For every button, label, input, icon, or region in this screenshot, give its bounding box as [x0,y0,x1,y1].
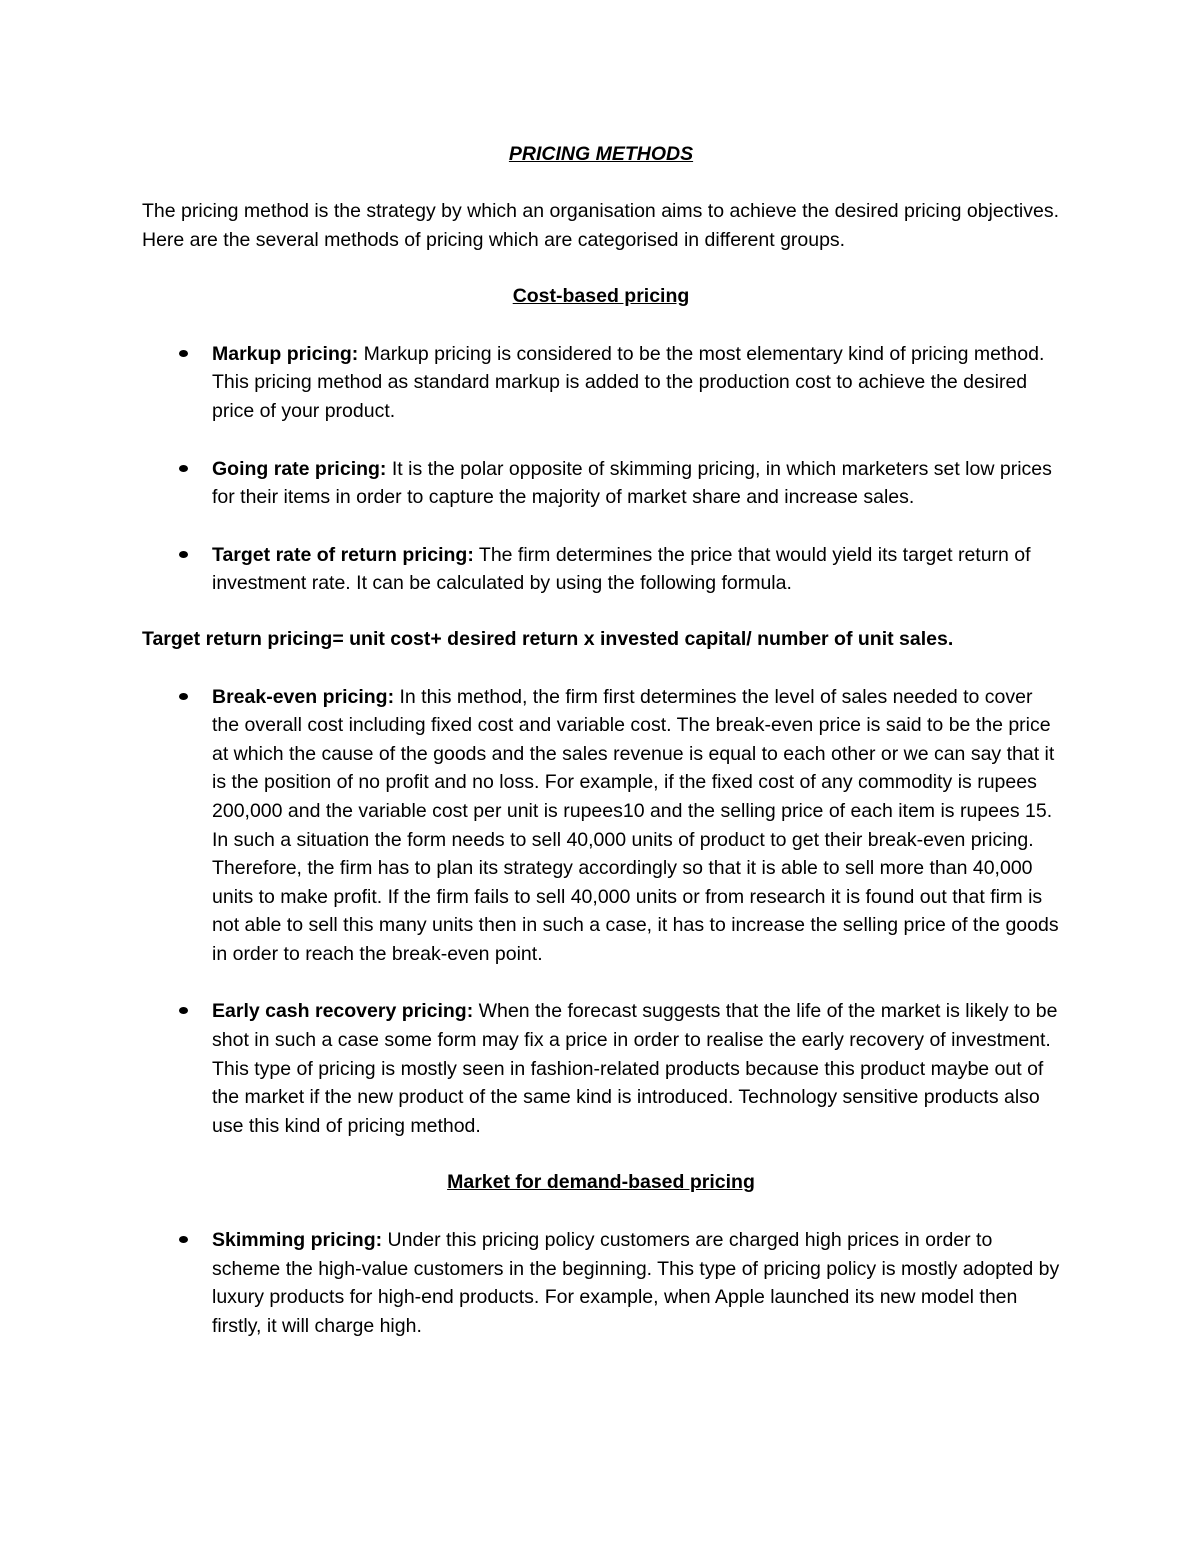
method-term: Markup pricing: [212,342,359,365]
bullet-icon [179,350,188,357]
method-term: Target rate of return pricing: [212,543,474,566]
method-term: Break-even pricing: [212,685,395,708]
cost-based-list-continued [142,683,1060,1141]
bullet-icon [179,551,188,558]
target-return-formula: Target return pricing= unit cost+ desired return x invested capital/ number of unit sales. [142,627,954,650]
list-item-skimming-pricing [142,1226,1060,1340]
bullet-icon [179,693,188,700]
section-heading-demand-based: Market for demand-based pricing [447,1171,755,1194]
list-item-early-cash-recovery-pricing [142,997,1060,1140]
section-heading-cost-based: Cost-based pricing [512,285,690,308]
list-item-target-rate-of-return-pricing [142,541,1060,598]
method-description: When the forecast suggests that the life of the market is likely to be shot in such a case some form may fix a price in order to realise the early recovery of investment. This type of pricing is mostly seen in fashion-related products because this product maybe out of the market if the new product of the same kind is introduced. Technology sensitive products also use this kind of pricing method. [212,1000,1058,1137]
method-term: Going rate pricing: [212,457,387,480]
intro-paragraph: The pricing method is the strategy by which an organisation aims to achieve the desired pricing objectives. Here are the several methods of pricing which are categorised in different groups. [142,200,1059,251]
method-description: The firm determines the price that would yield its target return of investment rate. It can be calculated by using the following formula. [212,543,1031,595]
document-page [142,140,1060,1340]
list-item-going-rate-pricing [142,455,1060,512]
method-term: Skimming pricing: [212,1229,383,1252]
list-item-break-even-pricing [142,683,1060,969]
method-description: In this method, the firm first determines the level of sales needed to cover the overall cost including fixed cost and variable cost. The break-even price is said to be the price at which the cause of the goods and the sales revenue is equal to each other or we can say that it is the position of no profit and no loss. For example, if the fixed cost of any commodity is rupees 200,000 and the variable cost per unit is rupees10 and the selling price of each item is rupees 15. In such a situation the form needs to sell 40,000 units of product to get their break-even pricing. Therefore, the firm has to plan its strategy accordingly so that it is able to sell more than 40,000 units to make profit. If the firm fails to sell 40,000 units or from research it is found out that firm is not able to sell this many units then in such a case, it has to increase the selling price of the goods in order to reach the break-even point. [212,685,1059,965]
cost-based-list [142,340,1060,598]
bullet-icon [179,1007,188,1014]
method-term: Early cash recovery pricing: [212,1000,474,1023]
method-description: Under this pricing policy customers are charged high prices in order to scheme the high-value customers in the beginning. This type of pricing policy is mostly adopted by luxury products for high-end products. For example, when Apple launched its new model then firstly, it will charge high. [212,1229,1060,1337]
list-item-markup-pricing [142,340,1060,426]
demand-based-list [142,1226,1060,1340]
bullet-icon [179,465,188,472]
document-title: PRICING METHODS [508,143,694,165]
method-description: It is the polar opposite of skimming pricing, in which marketers set low prices for their items in order to capture the majority of market share and increase sales. [212,457,1052,509]
bullet-icon [179,1236,188,1243]
method-description: Markup pricing is considered to be the most elementary kind of pricing method. This pricing method as standard markup is added to the production cost to achieve the desired price of your product. [212,342,1045,422]
